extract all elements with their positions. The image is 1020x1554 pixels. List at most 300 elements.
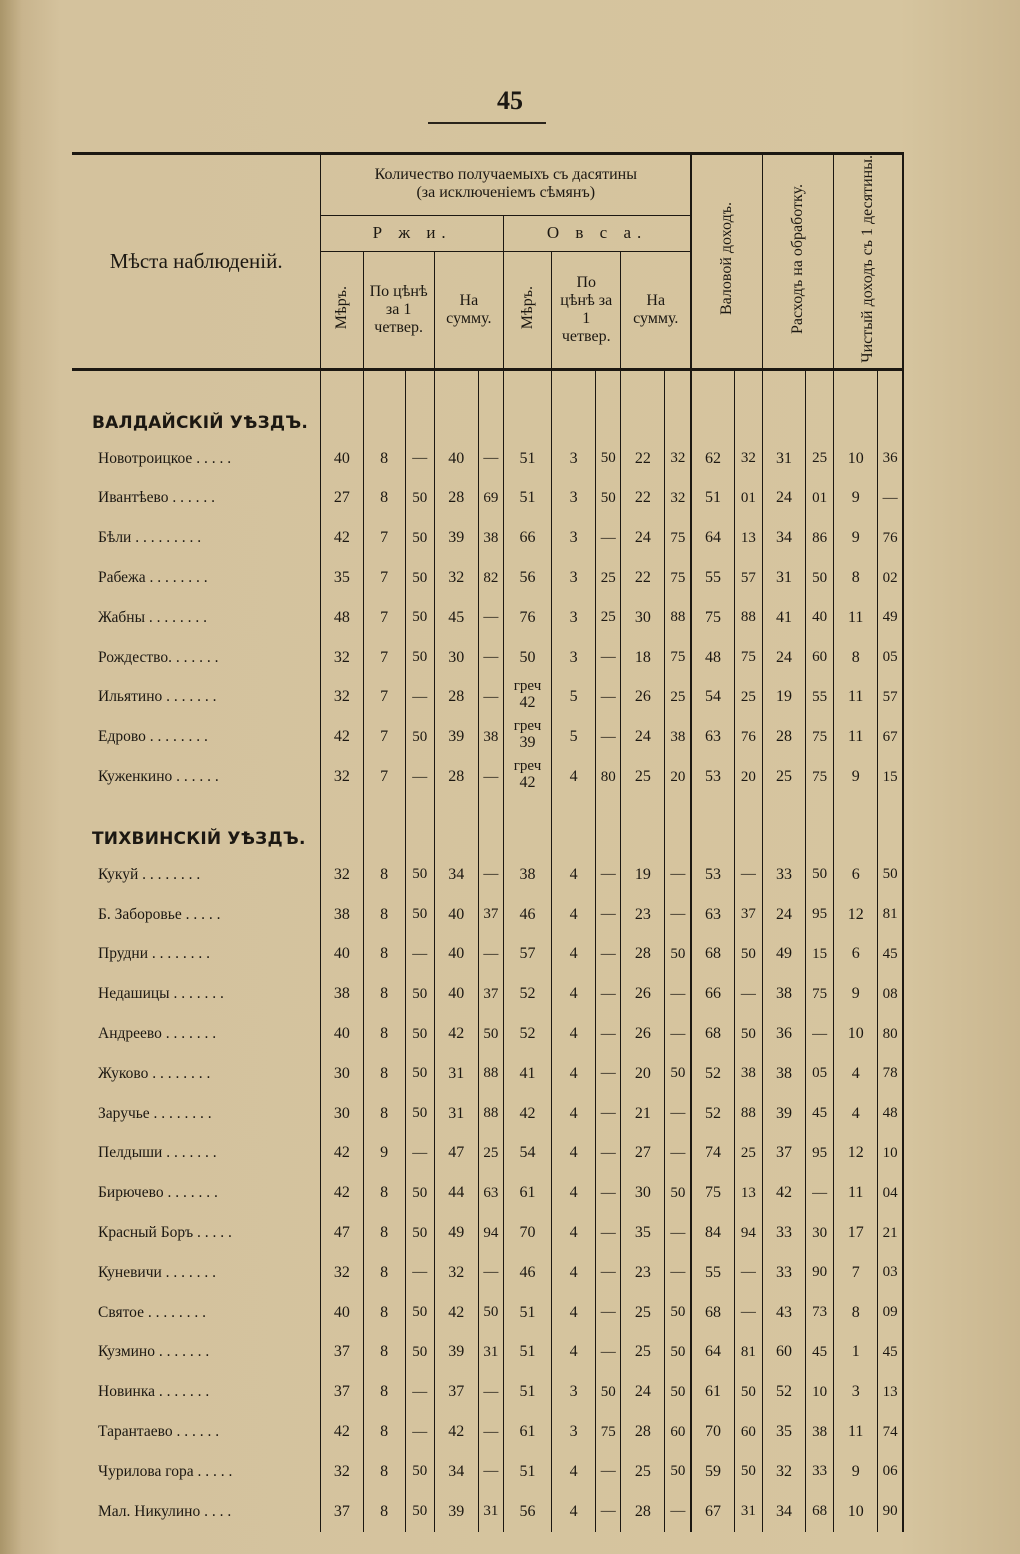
oats-price: 3: [552, 1412, 596, 1452]
oats-measure: [503, 1134, 551, 1174]
net-income-frac: 76: [878, 518, 903, 558]
expense: 39: [762, 1094, 805, 1134]
oats-sum: 24: [621, 518, 665, 558]
rye-sum-frac: 25: [478, 1134, 503, 1174]
oats-price-frac: —: [596, 855, 621, 895]
empty-cell: [621, 797, 665, 855]
oats-price: 5: [552, 678, 596, 718]
oats-sum: 30: [621, 1173, 665, 1213]
empty-cell: [834, 381, 878, 439]
rye-sum: 28: [434, 479, 478, 519]
oats-sum-frac: 88: [665, 598, 691, 638]
oats-measure: [503, 935, 551, 975]
rye-measure: 32: [321, 638, 363, 678]
rye-price-frac: 50: [405, 1293, 434, 1333]
rye-price-frac: —: [405, 757, 434, 797]
rye-price-header: По цѣнѣ за 1 четвер.: [363, 252, 434, 370]
oats-price-frac: —: [596, 1213, 621, 1253]
rye-sum: 42: [434, 1293, 478, 1333]
gross-income: 70: [691, 1412, 734, 1452]
gross-income-frac: 57: [734, 558, 762, 598]
oats-price: 4: [552, 757, 596, 797]
net-income-frac: 15: [878, 757, 903, 797]
gross-income-frac: 50: [734, 1372, 762, 1412]
oats-price: 4: [552, 855, 596, 895]
gross-income-frac: 20: [734, 757, 762, 797]
gross-income-frac: 94: [734, 1213, 762, 1253]
gross-income: 66: [691, 974, 734, 1014]
oats-measure-value: 70: [519, 1224, 536, 1242]
place-name: Заручье . . . . . . . .: [72, 1094, 321, 1134]
oats-price: 4: [552, 1253, 596, 1293]
gross-income: 68: [691, 1014, 734, 1054]
oats-sum: 24: [621, 717, 665, 757]
gross-income: 55: [691, 1253, 734, 1293]
oats-sum: 26: [621, 974, 665, 1014]
rye-measure: 40: [321, 935, 363, 975]
rye-sum-frac: —: [478, 1253, 503, 1293]
net-income-frac: 21: [878, 1213, 903, 1253]
oats-sum-frac: 50: [665, 1293, 691, 1333]
rye-price: 7: [363, 638, 405, 678]
place-name: Андреево . . . . . . .: [72, 1014, 321, 1054]
table-row: [72, 1253, 903, 1293]
table-row: [72, 717, 903, 757]
expense: 28: [762, 717, 805, 757]
oats-measure: [503, 1293, 551, 1333]
net-income: 9: [834, 479, 878, 519]
oats-measure: [503, 895, 551, 935]
oats-measure: [503, 1054, 551, 1094]
net-income: 4: [834, 1094, 878, 1134]
gross-income: 63: [691, 895, 734, 935]
oats-measure-value: 39: [519, 733, 536, 751]
gross-income-frac: 25: [734, 1134, 762, 1174]
rye-measure: 42: [321, 1412, 363, 1452]
oats-sum: 23: [621, 1253, 665, 1293]
empty-cell: [762, 797, 805, 855]
oats-sum: 21: [621, 1094, 665, 1134]
place-name: Прудни . . . . . . . .: [72, 935, 321, 975]
rye-measure: 42: [321, 1134, 363, 1174]
oats-price-frac: —: [596, 1054, 621, 1094]
rye-sum: 42: [434, 1412, 478, 1452]
place-name: Ивантѣево . . . . . .: [72, 479, 321, 519]
oats-sum-frac: —: [665, 1492, 691, 1532]
rye-measure: 47: [321, 1213, 363, 1253]
buckwheat-note: греч: [513, 717, 542, 734]
oats-sum-frac: 32: [665, 479, 691, 519]
rye-measure: 32: [321, 1452, 363, 1492]
table-row: [72, 1173, 903, 1213]
page-number: 45: [497, 86, 523, 115]
rye-price-frac: 50: [405, 598, 434, 638]
oats-sum-frac: 50: [665, 1452, 691, 1492]
rye-sum-frac: —: [478, 1372, 503, 1412]
oats-measure: [503, 1372, 551, 1412]
empty-cell: [478, 381, 503, 439]
place-name: Рождество. . . . . . .: [72, 638, 321, 678]
net-income-frac: 50: [878, 855, 903, 895]
net-income: 10: [834, 439, 878, 479]
expense-frac: 86: [806, 518, 834, 558]
net-income-frac: 13: [878, 1372, 903, 1412]
oats-price: 3: [552, 1372, 596, 1412]
place-name: Кукуй . . . . . . . .: [72, 855, 321, 895]
rye-sum-frac: —: [478, 1412, 503, 1452]
place-name: Жабны . . . . . . . .: [72, 598, 321, 638]
rye-sum: 44: [434, 1173, 478, 1213]
rye-sum: 39: [434, 1492, 478, 1532]
oats-price: 3: [552, 558, 596, 598]
place-name: Б. Заборовье . . . . .: [72, 895, 321, 935]
rye-price: 8: [363, 935, 405, 975]
oats-measure-value: 51: [519, 489, 536, 507]
oats-price-frac: 50: [596, 1372, 621, 1412]
rye-price: 8: [363, 1173, 405, 1213]
page-number-rule: [428, 122, 546, 124]
oats-sum-frac: 50: [665, 1054, 691, 1094]
oats-price-frac: —: [596, 1452, 621, 1492]
rye-sum: 45: [434, 598, 478, 638]
rye-price: 8: [363, 1452, 405, 1492]
oats-sum-header: На сумму.: [621, 252, 691, 370]
rye-sum-frac: 88: [478, 1054, 503, 1094]
rye-measure: 38: [321, 895, 363, 935]
empty-cell: [878, 797, 903, 855]
gross-income-frac: 76: [734, 717, 762, 757]
net-income-frac: 04: [878, 1173, 903, 1213]
gross-income-frac: 13: [734, 518, 762, 558]
net-income: 3: [834, 1372, 878, 1412]
rye-sum: 30: [434, 638, 478, 678]
oats-measure-value: 51: [519, 1343, 536, 1361]
place-name: Едрово . . . . . . . .: [72, 717, 321, 757]
oats-price: 4: [552, 1492, 596, 1532]
oats-measure: [503, 717, 551, 757]
rye-measure: 32: [321, 1253, 363, 1293]
table-row: [72, 1213, 903, 1253]
oats-measure: [503, 1253, 551, 1293]
oats-sum-frac: —: [665, 1094, 691, 1134]
rye-sum-frac: 37: [478, 974, 503, 1014]
oats-measure: [503, 1412, 551, 1452]
rye-price: 8: [363, 895, 405, 935]
net-income: 8: [834, 1293, 878, 1333]
net-income-frac: 81: [878, 895, 903, 935]
place-name: Новинка . . . . . . .: [72, 1372, 321, 1412]
gross-income: 75: [691, 598, 734, 638]
place-name: Бирючево . . . . . . .: [72, 1173, 321, 1213]
empty-cell: [552, 381, 596, 439]
net-income: 1: [834, 1333, 878, 1373]
rye-price-frac: 50: [405, 1014, 434, 1054]
rye-sum: 39: [434, 518, 478, 558]
oats-measure-value: 46: [519, 1263, 536, 1281]
rye-price: 8: [363, 1054, 405, 1094]
empty-cell: [321, 797, 363, 855]
net-income: 8: [834, 638, 878, 678]
quantity-header: Количество получаемыхъ съ дасятины (за исключеніемъ сѣмянъ): [321, 154, 691, 216]
gross-income-frac: 01: [734, 479, 762, 519]
oats-price: 3: [552, 479, 596, 519]
empty-cell: [665, 381, 691, 439]
gross-income: 48: [691, 638, 734, 678]
yield-table: [72, 152, 904, 1532]
gross-income: 67: [691, 1492, 734, 1532]
rye-sum: 32: [434, 1253, 478, 1293]
gross-income-frac: 50: [734, 1452, 762, 1492]
place-name: Ильятино . . . . . . .: [72, 678, 321, 718]
net-income: 8: [834, 558, 878, 598]
rye-price-frac: —: [405, 1372, 434, 1412]
expense: 33: [762, 1213, 805, 1253]
oats-measure-value: 51: [519, 1383, 536, 1401]
net-income-frac: 03: [878, 1253, 903, 1293]
table-row: [72, 1333, 903, 1373]
spacer-row: [72, 369, 903, 381]
section-row: [72, 797, 903, 855]
rye-sum: 47: [434, 1134, 478, 1174]
rye-price-frac: 50: [405, 1452, 434, 1492]
oats-price: 3: [552, 518, 596, 558]
oats-sum-frac: 50: [665, 935, 691, 975]
oats-sum: 26: [621, 1014, 665, 1054]
oats-sum: 25: [621, 1333, 665, 1373]
net-income-frac: 49: [878, 598, 903, 638]
expense-frac: 45: [806, 1094, 834, 1134]
rye-price-frac: 50: [405, 974, 434, 1014]
net-income-frac: 74: [878, 1412, 903, 1452]
oats-price-frac: —: [596, 1134, 621, 1174]
gross-income: 62: [691, 439, 734, 479]
rye-price-frac: 50: [405, 1213, 434, 1253]
oats-measure: [503, 855, 551, 895]
rye-price: 7: [363, 558, 405, 598]
oats-price: 4: [552, 1094, 596, 1134]
table-row: [72, 1492, 903, 1532]
place-name: Красный Боръ . . . . .: [72, 1213, 321, 1253]
gross-income: 54: [691, 678, 734, 718]
rye-price-frac: —: [405, 439, 434, 479]
oats-measure-value: 61: [519, 1423, 536, 1441]
oats-sum-frac: —: [665, 895, 691, 935]
rye-price: 8: [363, 479, 405, 519]
oats-measure-value: 57: [519, 945, 536, 963]
expense-frac: 40: [806, 598, 834, 638]
expense-frac: 50: [806, 855, 834, 895]
gross-income: 53: [691, 757, 734, 797]
oats-price-frac: 75: [596, 1412, 621, 1452]
expense: 35: [762, 1412, 805, 1452]
oats-sum: 28: [621, 1492, 665, 1532]
gross-income-frac: 81: [734, 1333, 762, 1373]
expense-frac: 75: [806, 757, 834, 797]
empty-cell: [503, 797, 551, 855]
rye-price-frac: 50: [405, 558, 434, 598]
table-body: [72, 369, 903, 1531]
rye-measure: 48: [321, 598, 363, 638]
rye-price-frac: —: [405, 1134, 434, 1174]
expense: 52: [762, 1372, 805, 1412]
rye-price: 7: [363, 757, 405, 797]
rye-measure: 27: [321, 479, 363, 519]
oats-measure-value: 54: [519, 1144, 536, 1162]
rye-sum: 49: [434, 1213, 478, 1253]
rye-sum-frac: —: [478, 1452, 503, 1492]
place-name: Кузмино . . . . . . .: [72, 1333, 321, 1373]
oats-price-frac: —: [596, 678, 621, 718]
rye-sum: 31: [434, 1054, 478, 1094]
gross-income-frac: 13: [734, 1173, 762, 1213]
rye-measure: 37: [321, 1372, 363, 1412]
oats-measure: [503, 974, 551, 1014]
rye-price: 8: [363, 1412, 405, 1452]
expense: 60: [762, 1333, 805, 1373]
oats-price: 5: [552, 717, 596, 757]
rye-sum-frac: —: [478, 855, 503, 895]
expense: 19: [762, 678, 805, 718]
table-row: [72, 935, 903, 975]
oats-sum: 26: [621, 678, 665, 718]
rye-sum-frac: 94: [478, 1213, 503, 1253]
oats-measure-value: 41: [519, 1064, 536, 1082]
oats-sum-frac: 25: [665, 678, 691, 718]
rye-price: 7: [363, 598, 405, 638]
oats-price: 4: [552, 935, 596, 975]
rye-sum-frac: 31: [478, 1492, 503, 1532]
expense-frac: 01: [806, 479, 834, 519]
oats-sum: 25: [621, 1293, 665, 1333]
expense: 41: [762, 598, 805, 638]
net-income-frac: 36: [878, 439, 903, 479]
empty-cell: [834, 797, 878, 855]
gross-income-frac: —: [734, 1253, 762, 1293]
rye-sum: 34: [434, 855, 478, 895]
empty-cell: [878, 381, 903, 439]
gross-income-frac: 50: [734, 1014, 762, 1054]
oats-price-frac: 25: [596, 598, 621, 638]
expense-frac: 60: [806, 638, 834, 678]
oats-sum: 22: [621, 558, 665, 598]
expense: 24: [762, 638, 805, 678]
oats-measure-value: 61: [519, 1184, 536, 1202]
oats-measure: [503, 1094, 551, 1134]
table-row: [72, 1134, 903, 1174]
gross-income: 64: [691, 518, 734, 558]
oats-sum-frac: 32: [665, 439, 691, 479]
empty-cell: [363, 381, 405, 439]
oats-measure: [503, 479, 551, 519]
oats-sum-frac: 38: [665, 717, 691, 757]
expense-frac: 55: [806, 678, 834, 718]
oats-header: О в с а.: [503, 215, 691, 251]
rye-price-frac: —: [405, 1412, 434, 1452]
expense-frac: 95: [806, 895, 834, 935]
oats-measure: [503, 757, 551, 797]
net-income: 11: [834, 678, 878, 718]
oats-sum: 19: [621, 855, 665, 895]
rye-sum-frac: 63: [478, 1173, 503, 1213]
rye-sum: 37: [434, 1372, 478, 1412]
oats-sum: 23: [621, 895, 665, 935]
gross-income-frac: —: [734, 974, 762, 1014]
rye-sum: 32: [434, 558, 478, 598]
oats-price: 4: [552, 895, 596, 935]
place-name: Чурилова гора . . . . .: [72, 1452, 321, 1492]
oats-measure-header: Мѣръ.: [503, 252, 551, 370]
rye-sum: 40: [434, 439, 478, 479]
expense-frac: 90: [806, 1253, 834, 1293]
rye-price: 8: [363, 439, 405, 479]
net-income-frac: 57: [878, 678, 903, 718]
rye-price: 8: [363, 974, 405, 1014]
oats-measure: [503, 518, 551, 558]
oats-measure: [503, 598, 551, 638]
table-row: [72, 558, 903, 598]
oats-measure: [503, 1333, 551, 1373]
rye-price-frac: 50: [405, 1054, 434, 1094]
oats-sum-frac: —: [665, 1014, 691, 1054]
expense-frac: 10: [806, 1372, 834, 1412]
gross-income-frac: 38: [734, 1054, 762, 1094]
net-income: 11: [834, 1412, 878, 1452]
net-income-frac: 10: [878, 1134, 903, 1174]
rye-price: 8: [363, 1372, 405, 1412]
gross-income: 63: [691, 717, 734, 757]
oats-measure-value: 76: [519, 608, 536, 626]
oats-measure-value: 46: [519, 905, 536, 923]
gross-income: 68: [691, 935, 734, 975]
expense-frac: 73: [806, 1293, 834, 1333]
table-row: [72, 518, 903, 558]
section-row: [72, 381, 903, 439]
expense: 33: [762, 855, 805, 895]
rye-measure: 42: [321, 717, 363, 757]
oats-sum-frac: 50: [665, 1372, 691, 1412]
oats-price-frac: —: [596, 717, 621, 757]
oats-measure: [503, 638, 551, 678]
expense: 42: [762, 1173, 805, 1213]
table-row: [72, 757, 903, 797]
gross-income: 52: [691, 1054, 734, 1094]
section-title: ВАЛДАЙСКІЙ УѢЗДЪ.: [72, 381, 321, 439]
rye-sum: 40: [434, 895, 478, 935]
gross-income: 55: [691, 558, 734, 598]
oats-sum: 24: [621, 1372, 665, 1412]
rye-measure: 35: [321, 558, 363, 598]
net-income: 4: [834, 1054, 878, 1094]
expense-frac: 68: [806, 1492, 834, 1532]
empty-cell: [806, 797, 834, 855]
net-income-frac: 45: [878, 1333, 903, 1373]
expense-frac: 15: [806, 935, 834, 975]
rye-price: 8: [363, 1293, 405, 1333]
gross-income-frac: 37: [734, 895, 762, 935]
rye-sum-frac: —: [478, 757, 503, 797]
net-income-frac: 67: [878, 717, 903, 757]
rye-measure: 30: [321, 1054, 363, 1094]
oats-price-frac: —: [596, 895, 621, 935]
empty-cell: [734, 797, 762, 855]
net-income-frac: 05: [878, 638, 903, 678]
net-income: 6: [834, 855, 878, 895]
place-name: Бѣли . . . . . . . . .: [72, 518, 321, 558]
rye-measure: 40: [321, 1293, 363, 1333]
net-income: 6: [834, 935, 878, 975]
rye-sum: 34: [434, 1452, 478, 1492]
expense: 43: [762, 1293, 805, 1333]
